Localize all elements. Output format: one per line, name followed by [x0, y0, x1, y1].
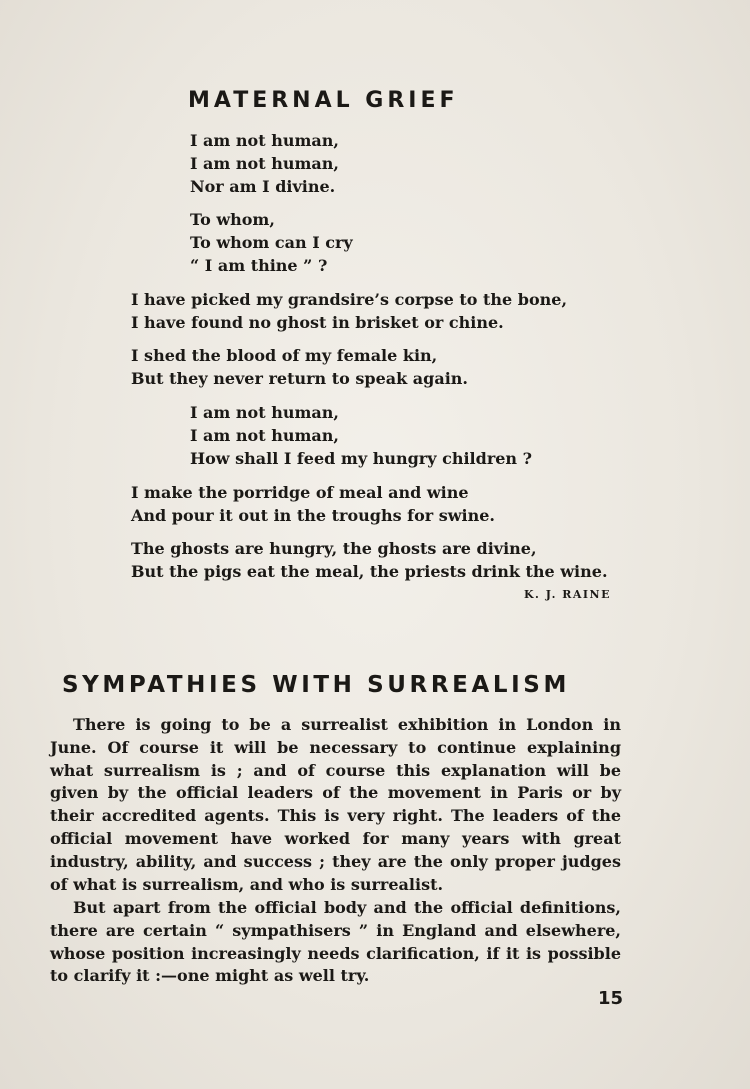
poem-line: But they never return to speak again. [131, 369, 468, 388]
poem-line: I am not human, [190, 426, 339, 445]
poem-title: MATERNAL GRIEF [188, 88, 459, 113]
poem-line: To whom, [190, 210, 275, 229]
poem-line: The ghosts are hungry, the ghosts are divine, [131, 539, 537, 558]
poem-author: K. J. RAINE [524, 588, 611, 601]
poem-line: I make the porridge of meal and wine [131, 483, 469, 502]
poem-line: Nor am I divine. [190, 177, 336, 196]
poem-line: I have picked my grandsire’s corpse to the bone, [131, 290, 568, 309]
poem-line: I am not human, [190, 154, 339, 173]
poem-line: “ I am thine ” ? [190, 256, 328, 275]
poem-line: I shed the blood of my female kin, [131, 346, 438, 365]
poem-line: And pour it out in the troughs for swine. [131, 506, 495, 525]
poem-line: I am not human, [190, 403, 339, 422]
article-paragraph: There is going to be a surrealist exhibition in London in June. Of course it will be necessary to continue explaining what surrealism is ; and of course this explanation will be given by the official leaders of the movement in Paris or by their accredited agents. This is very right. The leaders of the official movement have worked for many years with great industry, ability, and success ; they are the only proper judges of what is surrealism, and who is surrealist. [50, 715, 621, 894]
article-title: SYMPATHIES WITH SURREALISM [62, 672, 570, 698]
poem-line: How shall I feed my hungry children ? [190, 449, 533, 468]
poem-line: But the pigs eat the meal, the priests drink the wine. [131, 562, 608, 581]
poem-line: I am not human, [190, 131, 339, 150]
poem-line: I have found no ghost in brisket or chine. [131, 313, 504, 332]
article-paragraph: But apart from the official body and the official definitions, there are certain “ sympathisers ” in England and elsewhere, whose position increasingly needs clarification, if it is possible to clarify it :—one might as well try. [50, 898, 621, 986]
poem-line: To whom can I cry [190, 233, 353, 252]
page-number: 15 [598, 988, 624, 1009]
